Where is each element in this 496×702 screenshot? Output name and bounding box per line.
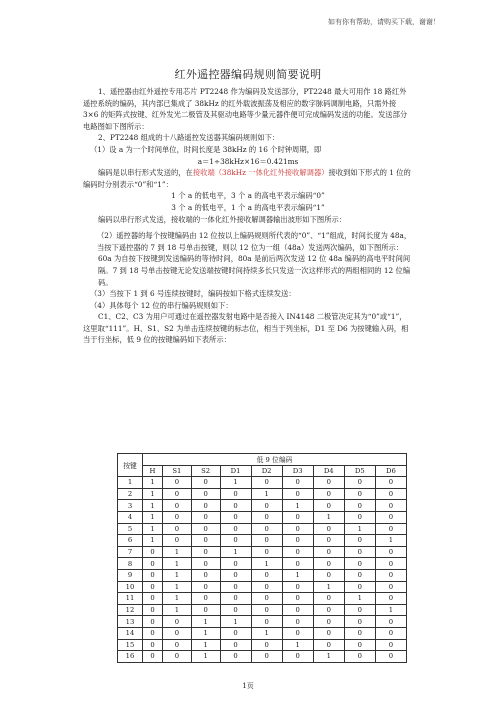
bit-cell: 0 [313,604,344,616]
bit-cell: 0 [313,558,344,570]
bit-cell: 1 [251,488,282,500]
bit-column-header: S1 [162,465,191,477]
bit-cell: 0 [375,488,406,500]
bit-cell: 1 [162,581,191,593]
key-number-cell: 13 [118,616,143,628]
header-note: 如有你有帮助，请购买下载，谢谢！ [328,18,440,26]
bit-cell: 0 [282,477,313,489]
bit-cell: 0 [143,651,163,663]
paragraph-key-code: （2）遥控器的每个按键编码由 12 位按以上编码规则所代表的“0”、“1”组成，时间长度为 48a，当按下遥控器的 7 到 18 号单击按键，则以 12 位为一组（48a）发送两次编码，如下图所示： [97,231,412,252]
bit-cell: 0 [162,523,191,535]
bit-cell: 1 [143,488,163,500]
bit-cell: 0 [191,500,220,512]
bit-cell: 0 [313,500,344,512]
bit-cell: 0 [191,546,220,558]
key-code-table [117,453,407,663]
bit-cell: 0 [344,581,375,593]
bit-cell: 0 [220,651,251,663]
formula-time-unit: a＝1÷38kHz×16＝0.421ms [197,156,299,166]
bit-cell: 0 [282,546,313,558]
bit-cell: 0 [143,627,163,639]
bit-cell: 0 [344,627,375,639]
paragraph-waveform: 编码以串行形式发送，接收端的一体化红外接收解调器输出波形如下图所示： [98,214,347,224]
bit-cell: 0 [191,488,220,500]
table-row [118,511,407,523]
bit-cell: 1 [143,500,163,512]
key-number-cell: 8 [118,558,143,570]
bit-cell: 0 [375,639,406,651]
bit-cell: 0 [344,639,375,651]
table-row [118,604,407,616]
page-number: 1页 [242,682,254,690]
bit-cell: 0 [191,523,220,535]
bit-cell: 0 [282,558,313,570]
bit-cell: 0 [220,639,251,651]
bit-cell: 0 [375,593,406,605]
bit-cell: 0 [220,581,251,593]
bit-cell: 0 [282,651,313,663]
key-number-cell: 1 [118,477,143,489]
key-number-cell: 9 [118,569,143,581]
low-bits-group-header: 低 9 位编码 [143,454,407,466]
key-number-cell: 6 [118,535,143,547]
bit-cell: 1 [344,523,375,535]
bit-cell: 0 [375,477,406,489]
bit-cell: 1 [162,546,191,558]
bit-cell: 0 [220,593,251,605]
bit-cell: 1 [220,477,251,489]
bit-cell: 1 [191,627,220,639]
key-number-cell: 3 [118,500,143,512]
bit-cell: 0 [282,616,313,628]
bit-cell: 0 [162,627,191,639]
bit-cell: 0 [220,511,251,523]
bit-cell: 1 [191,639,220,651]
bit-cell: 0 [313,477,344,489]
paragraph-wait-time: 60a 为自按下按键到发送编码的等待时间，80a 是前后两次发送 12 位 48a 编码的高电平时间间隔。7 到 18 号单击按键无论发送端按键时间持续多长只发送一次这样形式的两组相同的 12 位编码。 [98,254,411,287]
bit-cell: 0 [143,616,163,628]
bit-cell: 1 [220,616,251,628]
bit-cell: 1 [251,558,282,570]
bit-cell: 1 [191,651,220,663]
bit-cell: 0 [220,500,251,512]
bit-column-header: S2 [191,465,220,477]
bit-cell: 1 [143,477,163,489]
bit-cell: 0 [375,546,406,558]
bit-cell: 0 [191,535,220,547]
bit-cell: 0 [143,581,163,593]
bit-cell: 0 [344,500,375,512]
table-row [118,488,407,500]
bit-cell: 0 [162,651,191,663]
bit-cell: 0 [251,546,282,558]
bit-cell: 0 [251,593,282,605]
bit-cell: 1 [162,604,191,616]
bit-cell: 0 [220,523,251,535]
bit-cell: 0 [375,558,406,570]
paragraph-intro: 1、遥控器由红外遥控专用芯片 PT2248 作为编码及发送部分，PT2248 最大可用作 18 路红外遥控系统的编码，其内部已集成了 38kHz 的红外载波振荡及相应的数字脉码调制电路，只需外接 3×6 的矩阵式按键、红外发光二极管及其驱动电路等少量元器件便可完成编码发送的功能。发送部分电路图如下图所示： [83,87,408,131]
bit-cell: 0 [313,593,344,605]
bit-cell: 0 [282,511,313,523]
bit-cell: 0 [344,604,375,616]
bit-cell: 0 [344,558,375,570]
bit-cell: 0 [344,477,375,489]
bit-column-headers [118,465,407,477]
bit-cell: 1 [282,639,313,651]
bit-cell: 1 [162,593,191,605]
document-body [83,86,413,346]
bit-cell: 0 [162,616,191,628]
bit-cell: 0 [344,546,375,558]
serial-encoding-text-a: 编码是以串行形式发送的，在 [98,168,193,178]
bit-cell: 0 [191,581,220,593]
paragraph-serial-encoding [83,167,413,190]
bit-cell: 0 [191,569,220,581]
bit-cell: 0 [282,523,313,535]
bit-cell: 0 [375,651,406,663]
table-row [118,593,407,605]
bit-cell: 0 [162,477,191,489]
bit-cell: 1 [143,535,163,547]
bit-cell: 1 [220,546,251,558]
bit-cell: 0 [220,535,251,547]
bit-cell: 0 [375,616,406,628]
paragraph-user-bits: C1、C2、C3 为用户可通过在遥控器发射电路中是否接入 IN4148 二极管决定其为“0”或“1”，这里取“111”。H、S1、S2 为单击连续按键的标志位，相当于列坐标，D1 至 D6 为按键输入码，相当于行坐标，低 9 位的按键编码如下表所示： [83,312,409,345]
key-column-header: 按键 [118,454,143,477]
bit-cell: 0 [143,569,163,581]
bit-column-header: D1 [220,465,251,477]
table-row [118,500,407,512]
bit-cell: 0 [143,593,163,605]
bit-cell: 0 [143,604,163,616]
key-code-rows [118,477,407,663]
bit-cell: 0 [251,535,282,547]
serial-encoding-text-b: 接收到如下形式的 1 位的编码时分别表示“0”和“1”： [83,168,411,189]
bit-cell: 0 [162,511,191,523]
document-title: 红外遥控器编码规则简要说明 [174,68,322,81]
bit-cell: 0 [191,604,220,616]
bit-cell: 0 [251,651,282,663]
paragraph-time-unit: （1）设 a 为一个时间单位，时间长度是 38kHz 的 16 个时钟周期，即 [90,144,322,154]
bit-cell: 0 [220,604,251,616]
bit-cell: 0 [344,651,375,663]
bit-cell: 0 [220,569,251,581]
bit-cell: 0 [282,604,313,616]
bit-column-header: D3 [282,465,313,477]
bit-cell: 0 [162,535,191,547]
key-number-cell: 11 [118,593,143,605]
key-number-cell: 12 [118,604,143,616]
key-number-cell: 14 [118,627,143,639]
bit-cell: 1 [313,581,344,593]
bit-cell: 0 [344,535,375,547]
bit-column-header: D4 [313,465,344,477]
bit-cell: 0 [143,558,163,570]
key-number-cell: 10 [118,581,143,593]
bit-cell: 0 [313,535,344,547]
bit-cell: 0 [251,511,282,523]
bit-cell: 0 [282,593,313,605]
bit-cell: 1 [162,569,191,581]
table-row [118,627,407,639]
key-number-cell: 7 [118,546,143,558]
bit-cell: 0 [220,488,251,500]
bit-cell: 0 [251,581,282,593]
bit-cell: 0 [344,616,375,628]
key-number-cell: 5 [118,523,143,535]
bit-cell: 0 [344,569,375,581]
bit-cell: 0 [313,639,344,651]
bit-cell: 0 [344,488,375,500]
bit-cell: 0 [191,511,220,523]
paragraph-rules-heading: 2、PT2248 组成的十八路遥控发送器其编码规则如下： [98,133,280,143]
bit-cell: 1 [143,523,163,535]
bit-cell: 0 [191,558,220,570]
bit-cell: 0 [162,488,191,500]
key-number-cell: 15 [118,639,143,651]
bit-cell: 1 [344,593,375,605]
bit-cell: 0 [313,569,344,581]
code-one-definition: 3 个 a 的低电平，1 个 a 的高电平表示编码“1” [171,202,325,212]
paragraph-code-rules: （4）具体每个 12 位的串行编码规则如下： [90,300,233,310]
bit-cell: 0 [220,558,251,570]
bit-cell: 1 [282,569,313,581]
bit-cell: 1 [143,511,163,523]
bit-cell: 0 [162,500,191,512]
bit-cell: 0 [375,627,406,639]
bit-column-header: D5 [344,465,375,477]
bit-cell: 1 [375,604,406,616]
bit-cell: 0 [162,639,191,651]
bit-column-header: H [143,465,163,477]
bit-cell: 1 [191,616,220,628]
bit-cell: 0 [251,616,282,628]
bit-cell: 0 [251,569,282,581]
bit-cell: 0 [251,604,282,616]
bit-cell: 0 [375,511,406,523]
bit-cell: 0 [344,511,375,523]
bit-cell: 0 [282,488,313,500]
table-row [118,477,407,489]
table-row [118,639,407,651]
bit-cell: 1 [375,535,406,547]
paragraph-continuous-keys: （3）当按下 1 到 6 号连续按键时，编码按如下格式连续发送： [90,289,296,299]
bit-cell: 0 [251,500,282,512]
table-row [118,523,407,535]
receiver-highlight: 接收端（38kHz 一体化红外接收解调器） [192,168,329,178]
bit-cell: 1 [162,558,191,570]
bit-cell: 0 [313,627,344,639]
bit-cell: 0 [282,627,313,639]
bit-cell: 1 [282,500,313,512]
table-row [118,581,407,593]
bit-cell: 0 [375,500,406,512]
bit-column-header: D2 [251,465,282,477]
table-row [118,651,407,663]
bit-cell: 0 [313,616,344,628]
bit-cell: 0 [313,523,344,535]
bit-cell: 0 [375,569,406,581]
bit-cell: 0 [191,477,220,489]
bit-cell: 1 [313,651,344,663]
bit-cell: 0 [313,488,344,500]
table-row [118,616,407,628]
table-row [118,558,407,570]
bit-cell: 0 [143,546,163,558]
table-row [118,546,407,558]
bit-cell: 0 [191,593,220,605]
key-number-cell: 2 [118,488,143,500]
bit-cell: 1 [313,511,344,523]
bit-cell: 0 [220,627,251,639]
bit-column-header: D6 [375,465,406,477]
bit-cell: 0 [282,535,313,547]
bit-cell: 0 [313,546,344,558]
key-number-cell: 4 [118,511,143,523]
bit-cell: 0 [143,639,163,651]
bit-cell: 0 [282,581,313,593]
bit-cell: 0 [251,639,282,651]
code-zero-definition: 1 个 a 的低电平，3 个 a 的高电平表示编码“0” [171,191,325,201]
bit-cell: 0 [251,523,282,535]
bit-cell: 1 [251,627,282,639]
table-row [118,569,407,581]
table-row [118,535,407,547]
bit-cell: 0 [375,523,406,535]
bit-cell: 0 [251,477,282,489]
key-number-cell: 16 [118,651,143,663]
bit-cell: 0 [375,581,406,593]
